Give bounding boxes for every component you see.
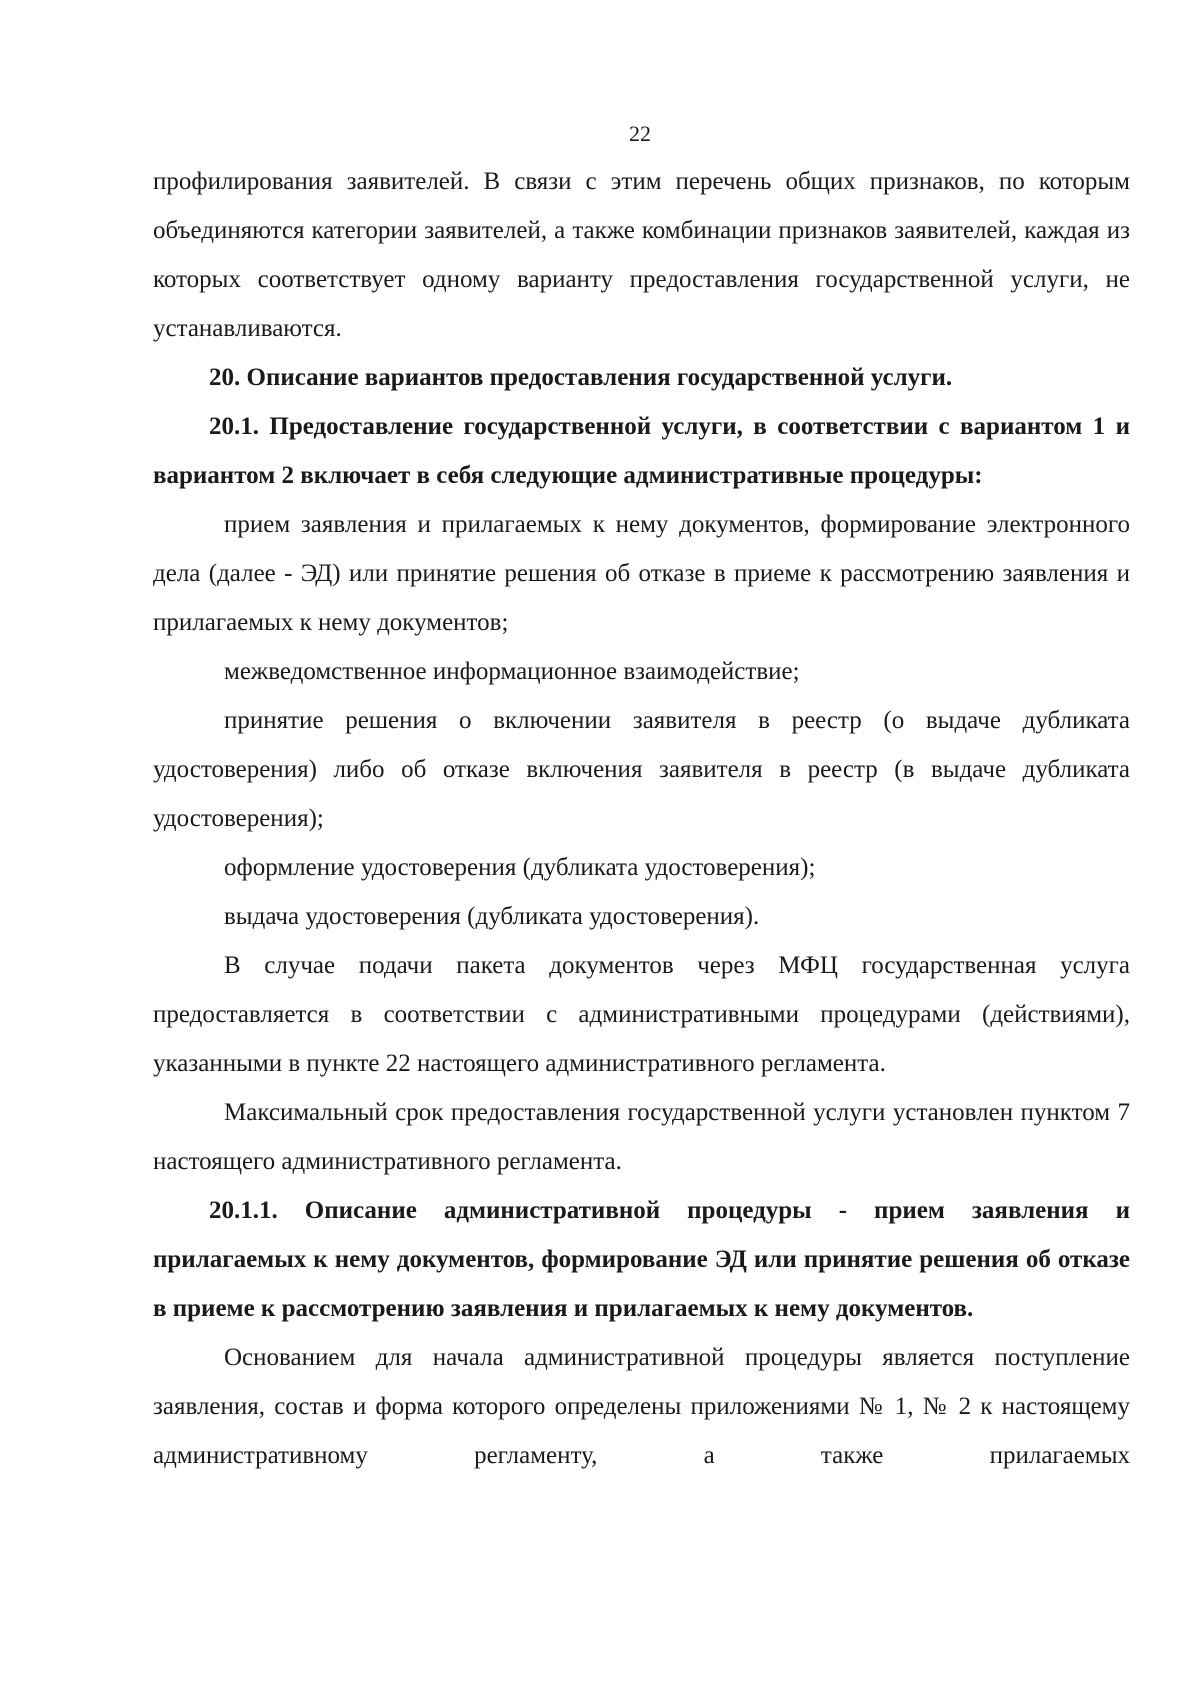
paragraph-mfc: В случае подачи пакета документов через МФЦ государственная услуга предоставляется в соответствии с административными процедурами (действиями), указанными в пункте 22 настоящего административного регламента. — [153, 952, 1130, 1077]
procedure-item-interaction: межведомственное информационное взаимодействие; — [224, 658, 800, 685]
subsection-heading-20-1-1: 20.1.1. Описание административной процедуры - прием заявления и прилагаемых к нему документов, формирование ЭД или принятие решения об отказе в приеме к рассмотрению заявления и прилагаемых к нему документов. — [153, 1197, 1130, 1322]
subsection-heading-20-1: 20.1. Предоставление государственной услуги, в соответствии с вариантом 1 и вариантом 2 включает в себя следующие административные процедуры: — [153, 413, 1130, 489]
section-heading-20: 20. Описание вариантов предоставления государственной услуги. — [209, 364, 953, 391]
paragraph-basis: Основанием для начала административной процедуры является поступление заявления, состав и форма которого определены приложениями № 1, № 2 к настоящему административному регламенту, а также прилагаемых — [153, 1344, 1130, 1469]
page-number: 22 — [629, 121, 651, 146]
document-body — [153, 157, 1130, 1480]
procedure-item-reception: прием заявления и прилагаемых к нему документов, формирование электронного дела (далее - ЭД) или принятие решения об отказе в приеме к рассмотрению заявления и прилагаемых к нему документов; — [153, 511, 1130, 636]
procedure-item-decision: принятие решения о включении заявителя в реестр (о выдаче дубликата удостоверения) либо об отказе включения заявителя в реестр (в выдаче дубликата удостоверения); — [153, 707, 1130, 832]
paragraph-max-term: Максимальный срок предоставления государственной услуги установлен пунктом 7 настоящего административного регламента. — [153, 1099, 1130, 1175]
procedure-item-issuance: выдача удостоверения (дубликата удостоверения). — [224, 903, 760, 930]
procedure-item-registration: оформление удостоверения (дубликата удостоверения); — [224, 854, 816, 881]
paragraph-continuation: профилирования заявителей. В связи с этим перечень общих признаков, по которым объединяются категории заявителей, а также комбинации признаков заявителей, каждая из которых соответствует одному варианту предоставления государственной услуги, не устанавливаются. — [153, 168, 1130, 342]
